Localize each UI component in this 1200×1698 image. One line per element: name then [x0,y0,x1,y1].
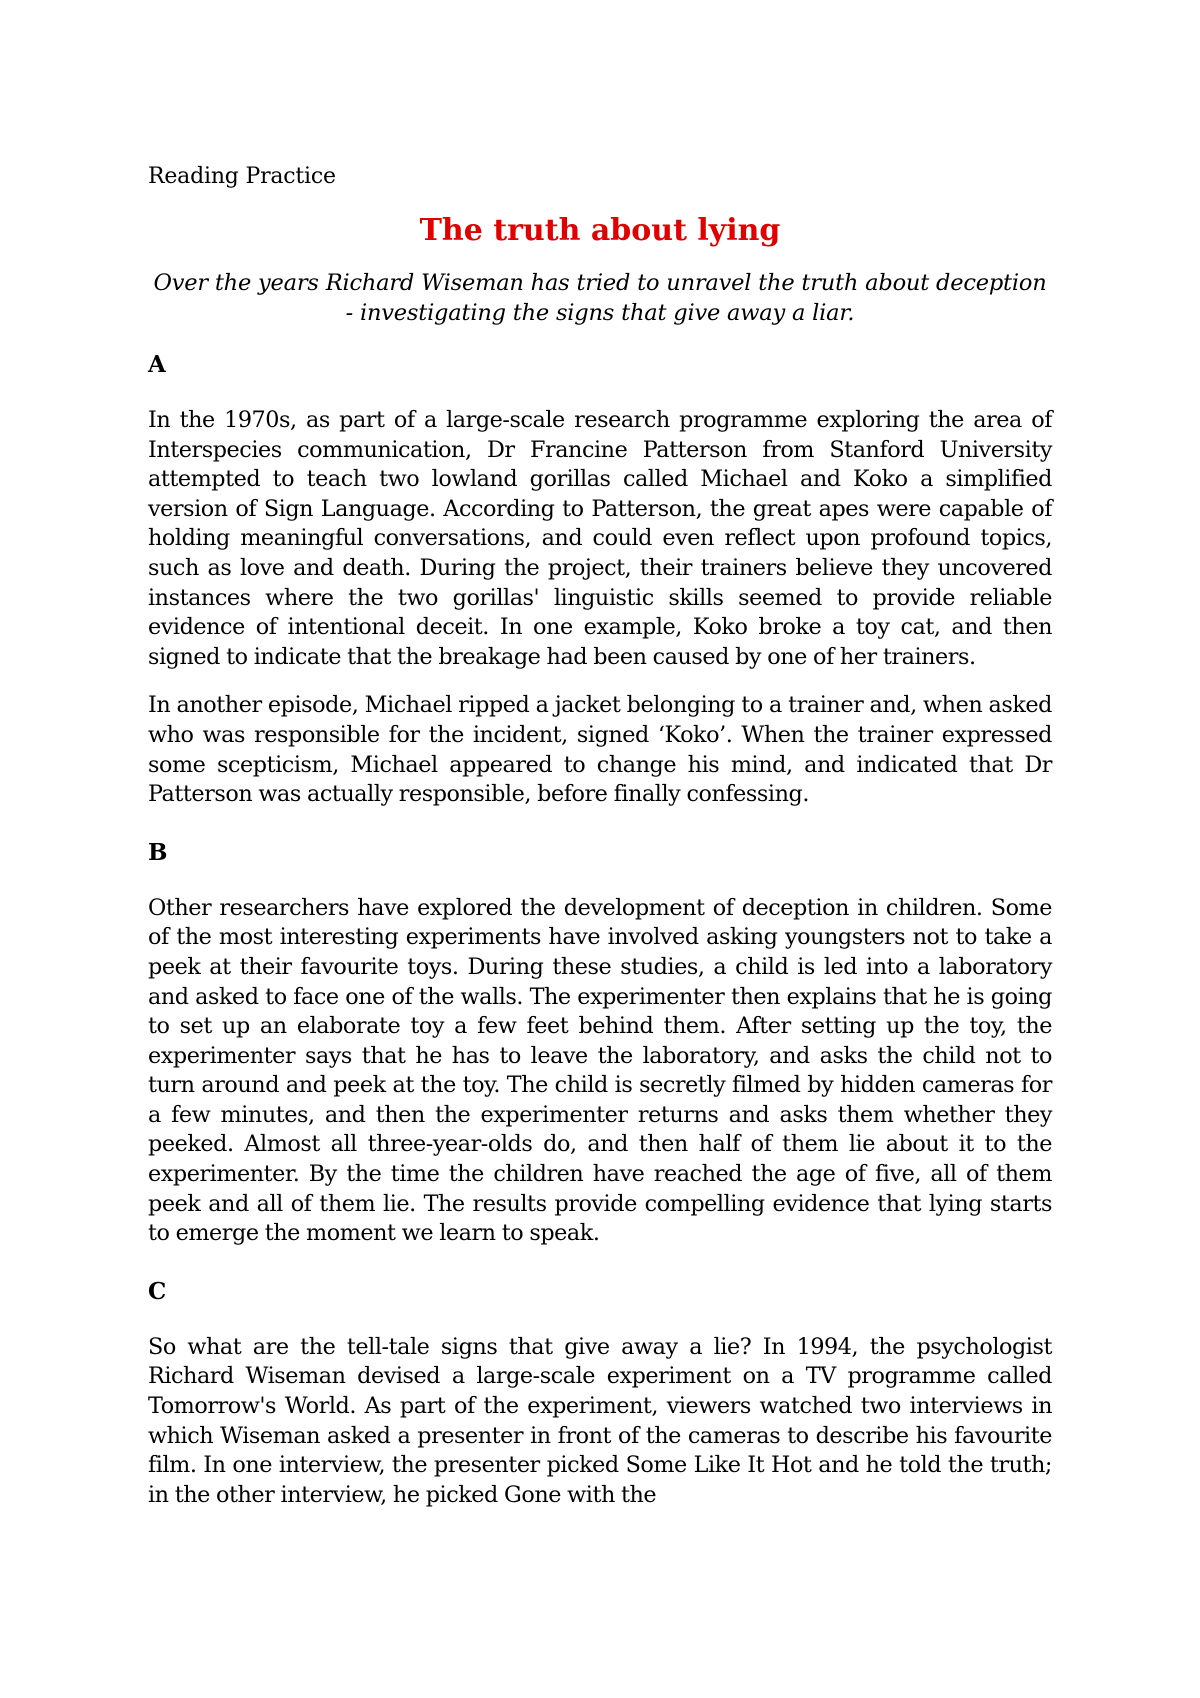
article-subtitle: Over the years Richard Wiseman has tried to unravel the truth about deception - investigating the signs that give away a liar. [153,270,1047,326]
section-letter-b: B [148,838,168,866]
document-label: Reading Practice [148,164,336,189]
section-letter-c: C [148,1277,167,1305]
section-a-paragraph-2: In another episode, Michael ripped a jacket belonging to a trainer and, when asked who was responsible for the incident, signed ‘Koko’. When the trainer expressed some scepticism, Michael appeared to change his mind, and indicated that Dr Patterson was actually responsible, before finally confessing. [148,692,1052,808]
section-letter-a: A [148,351,166,378]
section-b-paragraph-1: Other researchers have explored the development of deception in children. Some of the most interesting experiments have involved asking youngsters not to take a peek at their favourite toys. During these studies, a child is led into a laboratory and asked to face one of the walls. The experimenter then explains that he is going to set up an elaborate toy a few feet behind them. After setting up the toy, the experimenter says that he has to leave the laboratory, and asks the child not to turn around and peek at the toy. The child is secretly filmed by hidden cameras for a few minutes, and then the experimenter returns and asks them whether they peeked. Almost all three-year-olds do, and then half of them lie about it to the experimenter. By the time the children have reached the age of five, all of them peek and all of them lie. The results provide compelling evidence that lying starts to emerge the moment we learn to speak. [148,894,1052,1247]
document-content [148,162,1052,1529]
article-title: The truth about lying [419,213,781,248]
section-c-paragraph-1: So what are the tell-tale signs that give away a lie? In 1994, the psychologist Richard Wiseman devised a large-scale experiment on a TV programme called Tomorrow's World. As part of the experiment, viewers watched two interviews in which Wiseman asked a presenter in front of the cameras to describe his favourite film. In one interview, the presenter picked Some Like It Hot and he told the truth; in the other interview, he picked Gone with the [148,1333,1052,1508]
section-a-paragraph-1: In the 1970s, as part of a large-scale research programme exploring the area of Interspecies communication, Dr Francine Patterson from Stanford University attempted to teach two lowland gorillas called Michael and Koko a simplified version of Sign Language. According to Patterson, the great apes were capable of holding meaningful conversations, and could even reflect upon profound topics, such as love and death. During the project, their trainers believe they uncovered instances where the two gorillas' linguistic skills seemed to provide reliable evidence of intentional deceit. In one example, Koko broke a toy cat, and then signed to indicate that the breakage had been caused by one of her trainers. [148,407,1052,670]
